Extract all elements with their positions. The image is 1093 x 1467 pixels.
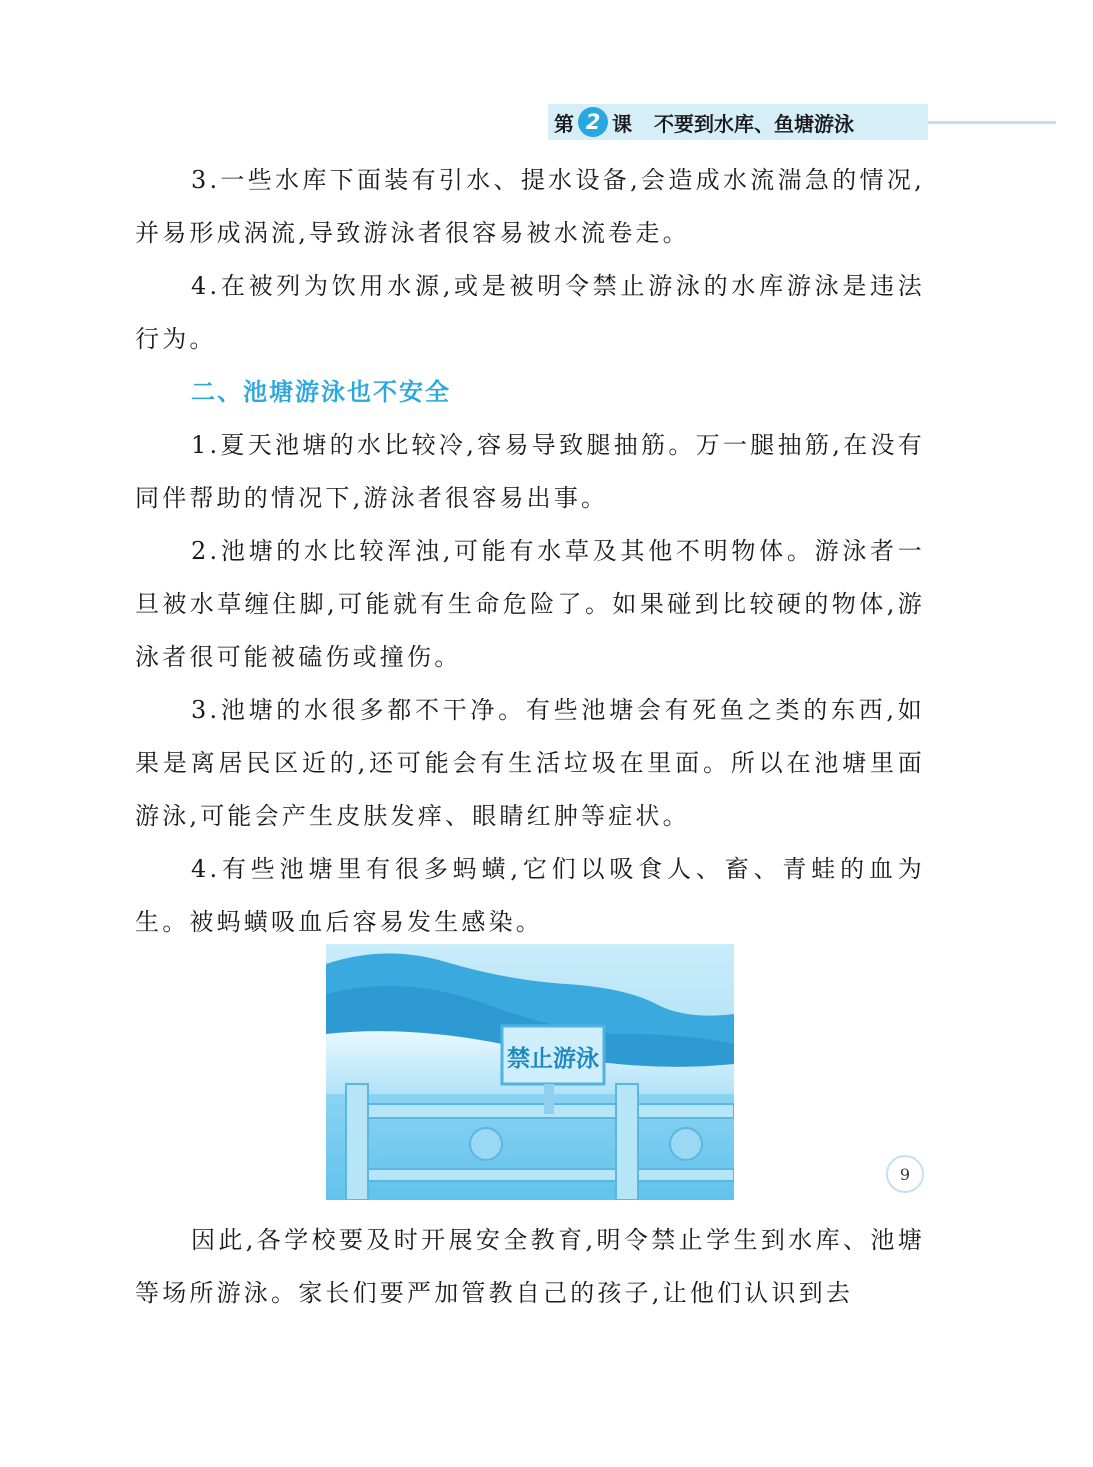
section-heading: 二、池塘游泳也不安全 <box>191 378 451 406</box>
sign-text: 禁止游泳 <box>507 1046 599 1072</box>
paragraph: 3.一些水库下面装有引水、提水设备,会造成水流湍急的情况,并易形成涡流,导致游泳者很容易被水流卷走。 <box>135 166 925 247</box>
main-text-bottom <box>135 1214 925 1320</box>
lesson-header <box>548 104 928 140</box>
paragraph: 3.池塘的水很多都不干净。有些池塘会有死鱼之类的东西,如果是离居民区近的,还可能会有生活垃圾在里面。所以在池塘里面游泳,可能会产生皮肤发痒、眼睛红肿等症状。 <box>135 696 925 830</box>
paragraph: 4.有些池塘里有很多蚂蟥,它们以吸食人、畜、青蛙的血为生。被蚂蟥吸血后容易发生感染。 <box>135 855 925 936</box>
lesson-title: 不要到水库、鱼塘游泳 <box>654 111 854 136</box>
lesson-suffix: 课 <box>612 111 632 136</box>
no-swimming-photo <box>326 944 734 1200</box>
page-number: 9 <box>886 1155 924 1193</box>
paragraph: 因此,各学校要及时开展安全教育,明令禁止学生到水库、池塘等场所游泳。家长们要严加管教自己的孩子,让他们认识到去 <box>135 1226 925 1307</box>
lesson-prefix: 第 <box>554 111 574 136</box>
paragraph: 4.在被列为饮用水源,或是被明令禁止游泳的水库游泳是违法行为。 <box>135 272 925 353</box>
lesson-number-badge: 2 <box>578 107 608 137</box>
paragraph: 1.夏天池塘的水比较冷,容易导致腿抽筋。万一腿抽筋,在没有同伴帮助的情况下,游泳者很容易出事。 <box>135 431 925 512</box>
header-rule <box>928 121 1056 124</box>
paragraph: 2.池塘的水比较浑浊,可能有水草及其他不明物体。游泳者一旦被水草缠住脚,可能就有生命危险了。如果碰到比较硬的物体,游泳者很可能被磕伤或撞伤。 <box>135 537 925 671</box>
main-text <box>135 154 925 949</box>
